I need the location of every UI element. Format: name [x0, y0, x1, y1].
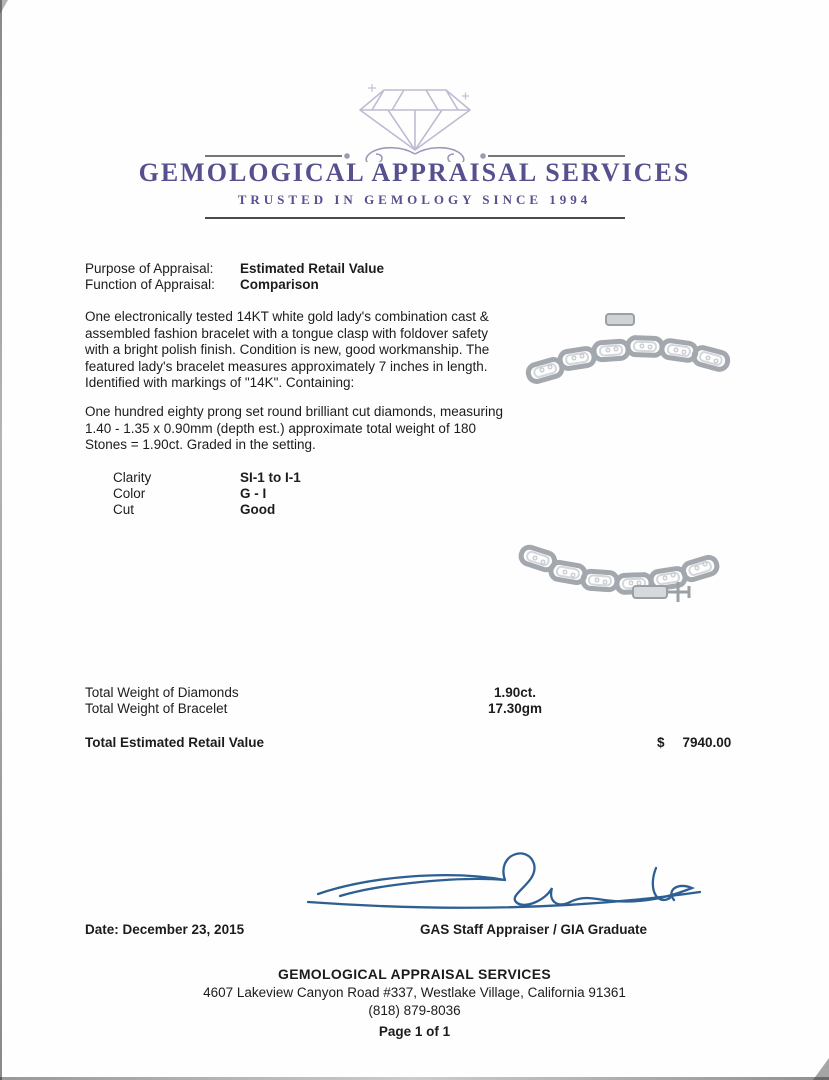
- color-label: Color: [113, 486, 146, 501]
- total-diamond-weight-label: Total Weight of Diamonds: [85, 685, 239, 700]
- currency-symbol: $: [657, 735, 665, 750]
- color-value: G - I: [240, 486, 267, 501]
- page-number: Page 1 of 1: [378, 1024, 451, 1039]
- appraiser-title: GAS Staff Appraiser / GIA Graduate: [420, 922, 648, 937]
- diamond-description: One hundred eighty prong set round brilliant cut diamonds, measuring 1.40 - 1.35 x 0.90mm (depth est.) approximate total weight of 180 Stones = 1.90ct. Graded in the setting.: [85, 404, 503, 452]
- item-description: One electronically tested 14KT white gold lady's combination cast & assembled fashion bracelet with a tongue clasp with foldover safety with a bright polish finish. Condition is new, good workmanship. The featured lady's bracelet measures approximately 7 inches in length. Identified with markings of "14K". Containing:: [85, 309, 490, 390]
- function-value: Comparison: [240, 277, 319, 292]
- clasp-detail: [606, 314, 634, 325]
- total-bracelet-weight-label: Total Weight of Bracelet: [85, 701, 228, 716]
- footer-phone: (818) 879-8036: [368, 1003, 461, 1018]
- diamond-logo-icon: [0, 80, 829, 162]
- footer-address: 4607 Lakeview Canyon Road #337, Westlake Village, California 91361: [203, 985, 626, 1000]
- appraiser-signature: [300, 838, 710, 923]
- total-bracelet-weight-value: 17.30gm: [487, 701, 543, 716]
- cut-value: Good: [240, 502, 276, 517]
- cut-label: Cut: [113, 502, 135, 517]
- footer-org-name: GEMOLOGICAL APPRAISAL SERVICES: [278, 966, 551, 982]
- brand-tagline: TRUSTED IN GEMOLOGY SINCE 1994: [237, 192, 592, 207]
- clarity-label: Clarity: [113, 470, 152, 485]
- function-label: Function of Appraisal:: [85, 277, 215, 292]
- scan-corner-top-left: [0, 0, 8, 14]
- retail-amount: 7940.00: [682, 735, 732, 750]
- appraisal-date: Date: December 23, 2015: [85, 922, 245, 937]
- purpose-value: Estimated Retail Value: [240, 261, 385, 276]
- purpose-label: Purpose of Appraisal:: [85, 261, 214, 276]
- brand-title: GEMOLOGICAL APPRAISAL SERVICES: [138, 158, 691, 187]
- clarity-value: SI-1 to I-1: [240, 470, 301, 485]
- total-retail-value-amount: [657, 735, 731, 750]
- total-diamond-weight-value: 1.90ct.: [493, 685, 537, 700]
- header-divider: [205, 217, 625, 219]
- bracelet-photo-1: [520, 300, 735, 405]
- bracelet-photo-2: [515, 520, 740, 620]
- total-retail-value-label: Total Estimated Retail Value: [85, 735, 265, 750]
